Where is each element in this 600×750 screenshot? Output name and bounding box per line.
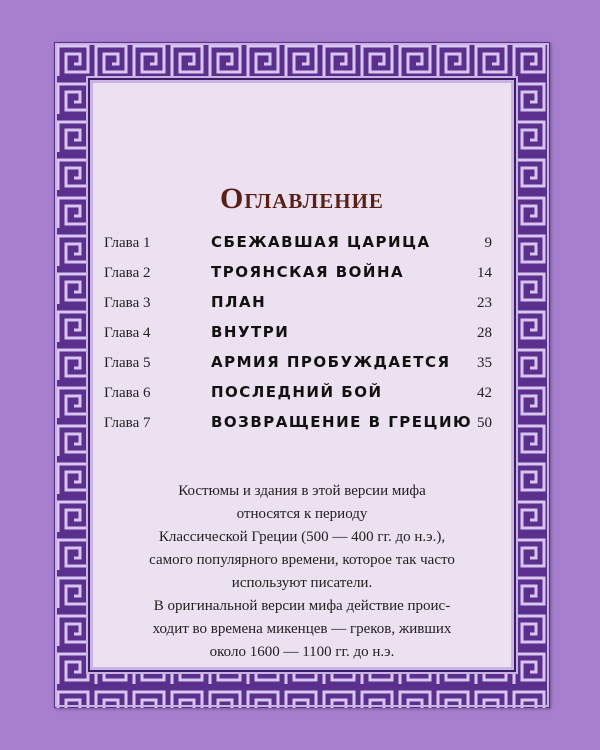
chapter-page: 50 xyxy=(477,415,492,431)
chapter-page: 42 xyxy=(477,385,492,401)
toc-row[interactable] xyxy=(104,410,504,440)
toc-row[interactable] xyxy=(104,230,504,260)
table-of-contents xyxy=(104,230,504,440)
note-line: Классической Греции (500 — 400 гг. до н.э.), xyxy=(158,529,446,545)
contents-title: Оглавление xyxy=(220,182,384,215)
contents-panel xyxy=(90,80,514,670)
chapter-title: ПОСЛЕДНИЙ БОЙ xyxy=(211,383,383,401)
toc-row[interactable] xyxy=(104,290,504,320)
note-line: ходит во времена микенцев — греков, живших xyxy=(152,621,452,637)
chapter-page: 23 xyxy=(477,295,492,311)
chapter-title: ВОЗВРАЩЕНИЕ В ГРЕЦИЮ xyxy=(211,413,473,431)
chapter-title: АРМИЯ ПРОБУЖДАЕТСЯ xyxy=(211,353,451,371)
note-line: Костюмы и здания в этой версии мифа xyxy=(178,483,426,499)
chapter-label: Глава 5 xyxy=(104,355,151,371)
toc-row[interactable] xyxy=(104,260,504,290)
chapter-label: Глава 4 xyxy=(104,325,151,341)
note-line: используют писатели. xyxy=(231,575,373,591)
chapter-page: 9 xyxy=(484,235,492,251)
chapter-label: Глава 3 xyxy=(104,295,151,311)
note-line: около 1600 — 1100 гг. до н.э. xyxy=(209,644,395,660)
note-line: относятся к периоду xyxy=(236,506,368,522)
toc-row[interactable] xyxy=(104,320,504,350)
chapter-page: 28 xyxy=(477,325,492,341)
chapter-label: Глава 6 xyxy=(104,385,151,401)
toc-row[interactable] xyxy=(104,380,504,410)
chapter-title: СБЕЖАВШАЯ ЦАРИЦА xyxy=(211,233,431,251)
chapter-title: ТРОЯНСКАЯ ВОЙНА xyxy=(211,263,405,281)
chapter-title: ПЛАН xyxy=(211,293,267,311)
note-line: самого популярного времени, которое так часто xyxy=(149,552,455,568)
chapter-title: ВНУТРИ xyxy=(211,323,290,341)
chapter-page: 14 xyxy=(477,265,492,281)
chapter-label: Глава 2 xyxy=(104,265,151,281)
chapter-page: 35 xyxy=(477,355,492,371)
note-line: В оригинальной версии мифа действие проис- xyxy=(153,598,451,614)
chapter-label: Глава 1 xyxy=(104,235,151,251)
historical-note xyxy=(122,480,482,664)
greek-key-frame xyxy=(54,42,550,708)
toc-row[interactable] xyxy=(104,350,504,380)
chapter-label: Глава 7 xyxy=(104,415,151,431)
